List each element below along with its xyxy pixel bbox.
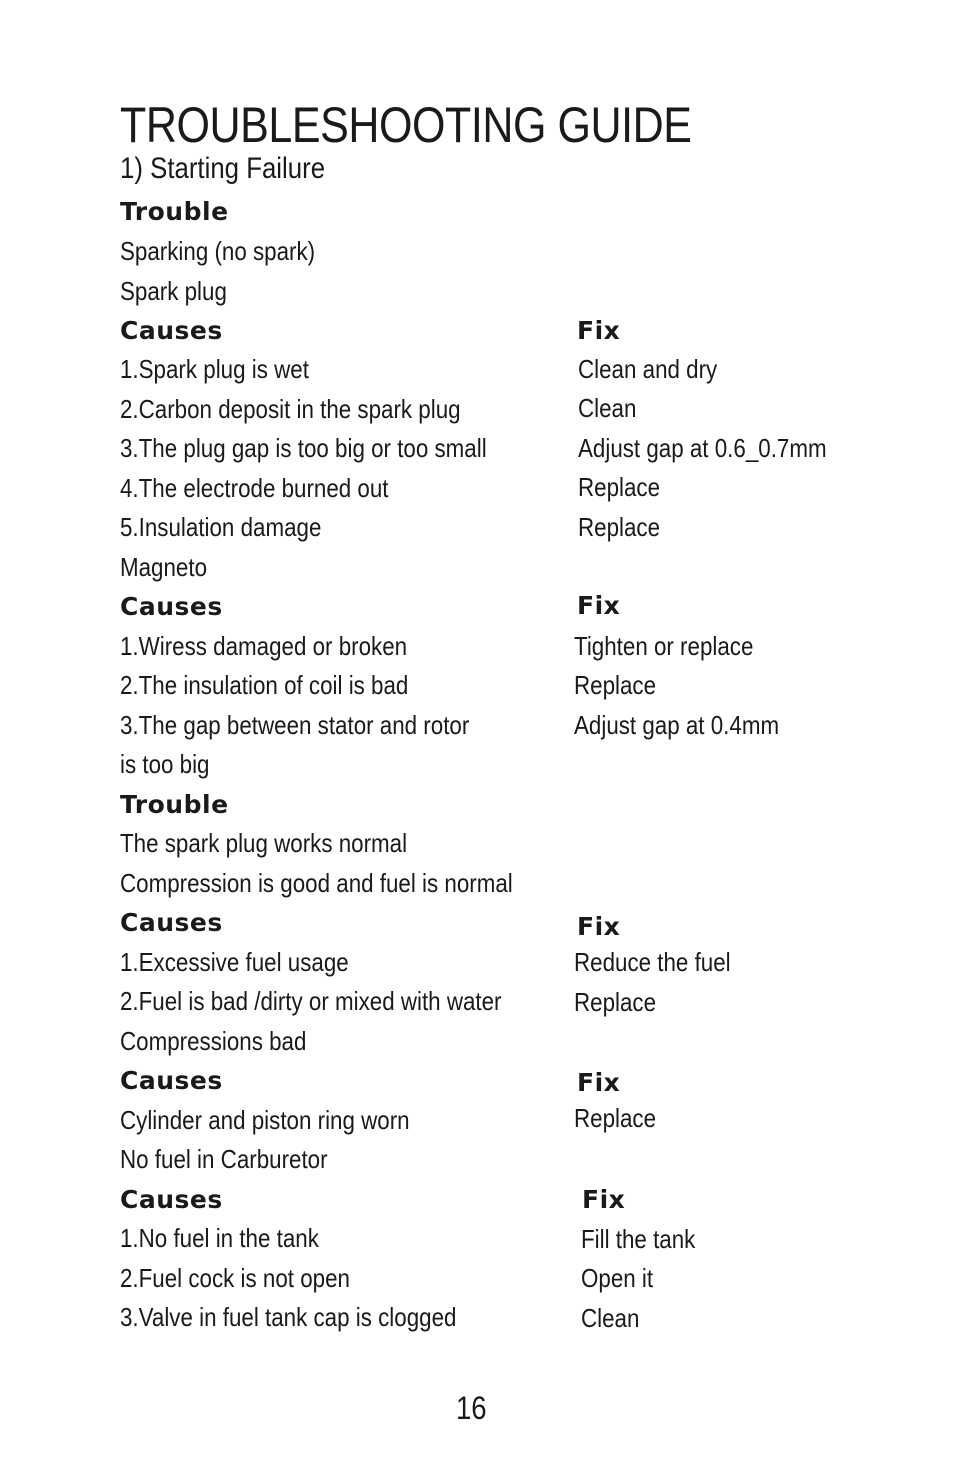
- fix-heading: Fix: [577, 591, 621, 620]
- causes-heading: Causes: [120, 1066, 223, 1095]
- cause-item: 1.Wiress damaged or broken: [120, 631, 408, 661]
- cause-item: Cylinder and piston ring worn: [120, 1105, 410, 1135]
- cause-item: 3.The gap between stator and rotor: [120, 710, 470, 740]
- cause-item: 3.Valve in fuel tank cap is clogged: [120, 1302, 457, 1332]
- cause-item: 1.Spark plug is wet: [120, 354, 309, 384]
- fix-item: Replace: [578, 472, 661, 502]
- cause-item: 1.Excessive fuel usage: [120, 947, 349, 977]
- trouble-heading: Trouble: [120, 790, 229, 819]
- fix-item: Replace: [578, 512, 661, 542]
- page-number: 16: [456, 1390, 487, 1426]
- trouble-heading: Trouble: [120, 197, 229, 226]
- fix-item: Clean and dry: [578, 354, 718, 384]
- trouble-line: Sparking (no spark): [120, 236, 316, 266]
- cause-item: 2.The insulation of coil is bad: [120, 670, 409, 700]
- fix-item: Adjust gap at 0.6_0.7mm: [578, 433, 827, 463]
- page-title: TROUBLESHOOTING GUIDE: [120, 97, 692, 153]
- causes-heading: Causes: [120, 908, 223, 937]
- cause-item: 4.The electrode burned out: [120, 473, 389, 503]
- fix-item: Replace: [574, 1103, 657, 1133]
- cause-item: 2.Fuel is bad /dirty or mixed with water: [120, 986, 502, 1016]
- fix-item: Replace: [574, 670, 657, 700]
- fix-item: Clean: [578, 393, 637, 423]
- cause-item: 3.The plug gap is too big or too small: [120, 433, 487, 463]
- fix-heading: Fix: [577, 912, 621, 941]
- subsection-heading: Compressions bad: [120, 1026, 307, 1056]
- fix-heading: Fix: [582, 1185, 626, 1214]
- subsection-heading: No fuel in Carburetor: [120, 1144, 328, 1174]
- fix-item: Replace: [574, 987, 657, 1017]
- trouble-line: The spark plug works normal: [120, 828, 408, 858]
- cause-item: 2.Fuel cock is not open: [120, 1263, 350, 1293]
- fix-item: Adjust gap at 0.4mm: [574, 710, 780, 740]
- fix-heading: Fix: [577, 316, 621, 345]
- trouble-line: Compression is good and fuel is normal: [120, 868, 513, 898]
- cause-item: 2.Carbon deposit in the spark plug: [120, 394, 461, 424]
- fix-item: Reduce the fuel: [574, 947, 731, 977]
- fix-item: Open it: [581, 1263, 654, 1293]
- fix-heading: Fix: [577, 1068, 621, 1097]
- cause-item: 5.Insulation damage: [120, 512, 322, 542]
- cause-item: 1.No fuel in the tank: [120, 1223, 319, 1253]
- causes-heading: Causes: [120, 316, 223, 345]
- trouble-line: Spark plug: [120, 276, 227, 306]
- cause-item: is too big: [120, 749, 210, 779]
- fix-item: Fill the tank: [581, 1224, 696, 1254]
- fix-item: Tighten or replace: [574, 631, 754, 661]
- causes-heading: Causes: [120, 1185, 223, 1214]
- section-title: 1) Starting Failure: [120, 152, 326, 185]
- causes-heading: Causes: [120, 592, 223, 621]
- subsection-heading: Magneto: [120, 552, 208, 582]
- fix-item: Clean: [581, 1303, 640, 1333]
